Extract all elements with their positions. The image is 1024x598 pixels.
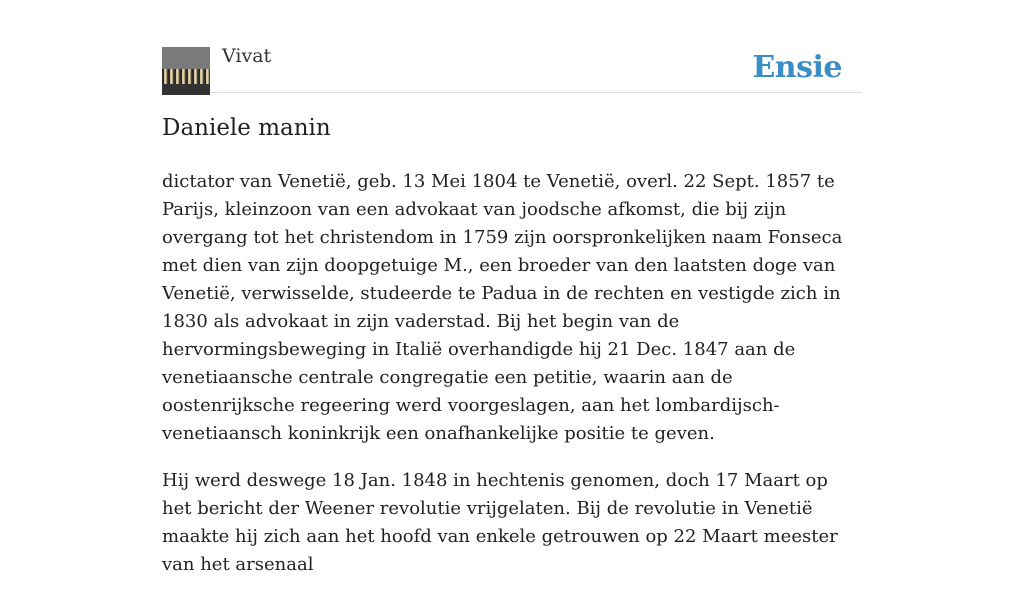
article-title: Daniele manin: [162, 115, 331, 141]
avatar[interactable]: [162, 47, 210, 95]
avatar-top-shade: [162, 47, 210, 69]
paragraph: Hij werd deswege 18 Jan. 1848 in hechtenis genomen, doch 17 Maart op het bericht der Weener revolutie vrijgelaten. Bij de revolutie in Venetië maakte hij zich aan het hoofd van enkele getrouwen op 22 Maart meester van het arsenaal: [162, 470, 838, 575]
article-body: [162, 168, 862, 598]
author-name[interactable]: Vivat: [222, 45, 272, 67]
paragraph: dictator van Venetië, geb. 13 Mei 1804 te Venetië, overl. 22 Sept. 1857 te Parijs, kleinzoon van een advokaat van joodsche afkomst, die bij zijn overgang tot het christendom in 1759 zijn oorspronkelijken naam Fonseca met dien van zijn doopgetuige M., een broeder van den laatsten doge van Venetië, verwisselde, studeerde te Padua in de rechten en vestigde zich in 1830 als advokaat in zijn vaderstad. Bij het begin van de hervormingsbeweging in Italië overhandigde hij 21 Dec. 1847 aan de venetiaansche centrale congregatie een petitie, waarin aan de oostenrijksche regeering werd voorgeslagen, aan het lombardijsch-venetiaansch koninkrijk een onafhankelijke positie te geven.: [162, 171, 843, 444]
header: [162, 0, 862, 93]
brand-logo[interactable]: Ensie: [752, 50, 842, 85]
avatar-bottom-shade: [162, 84, 210, 95]
page-container: [162, 0, 862, 575]
